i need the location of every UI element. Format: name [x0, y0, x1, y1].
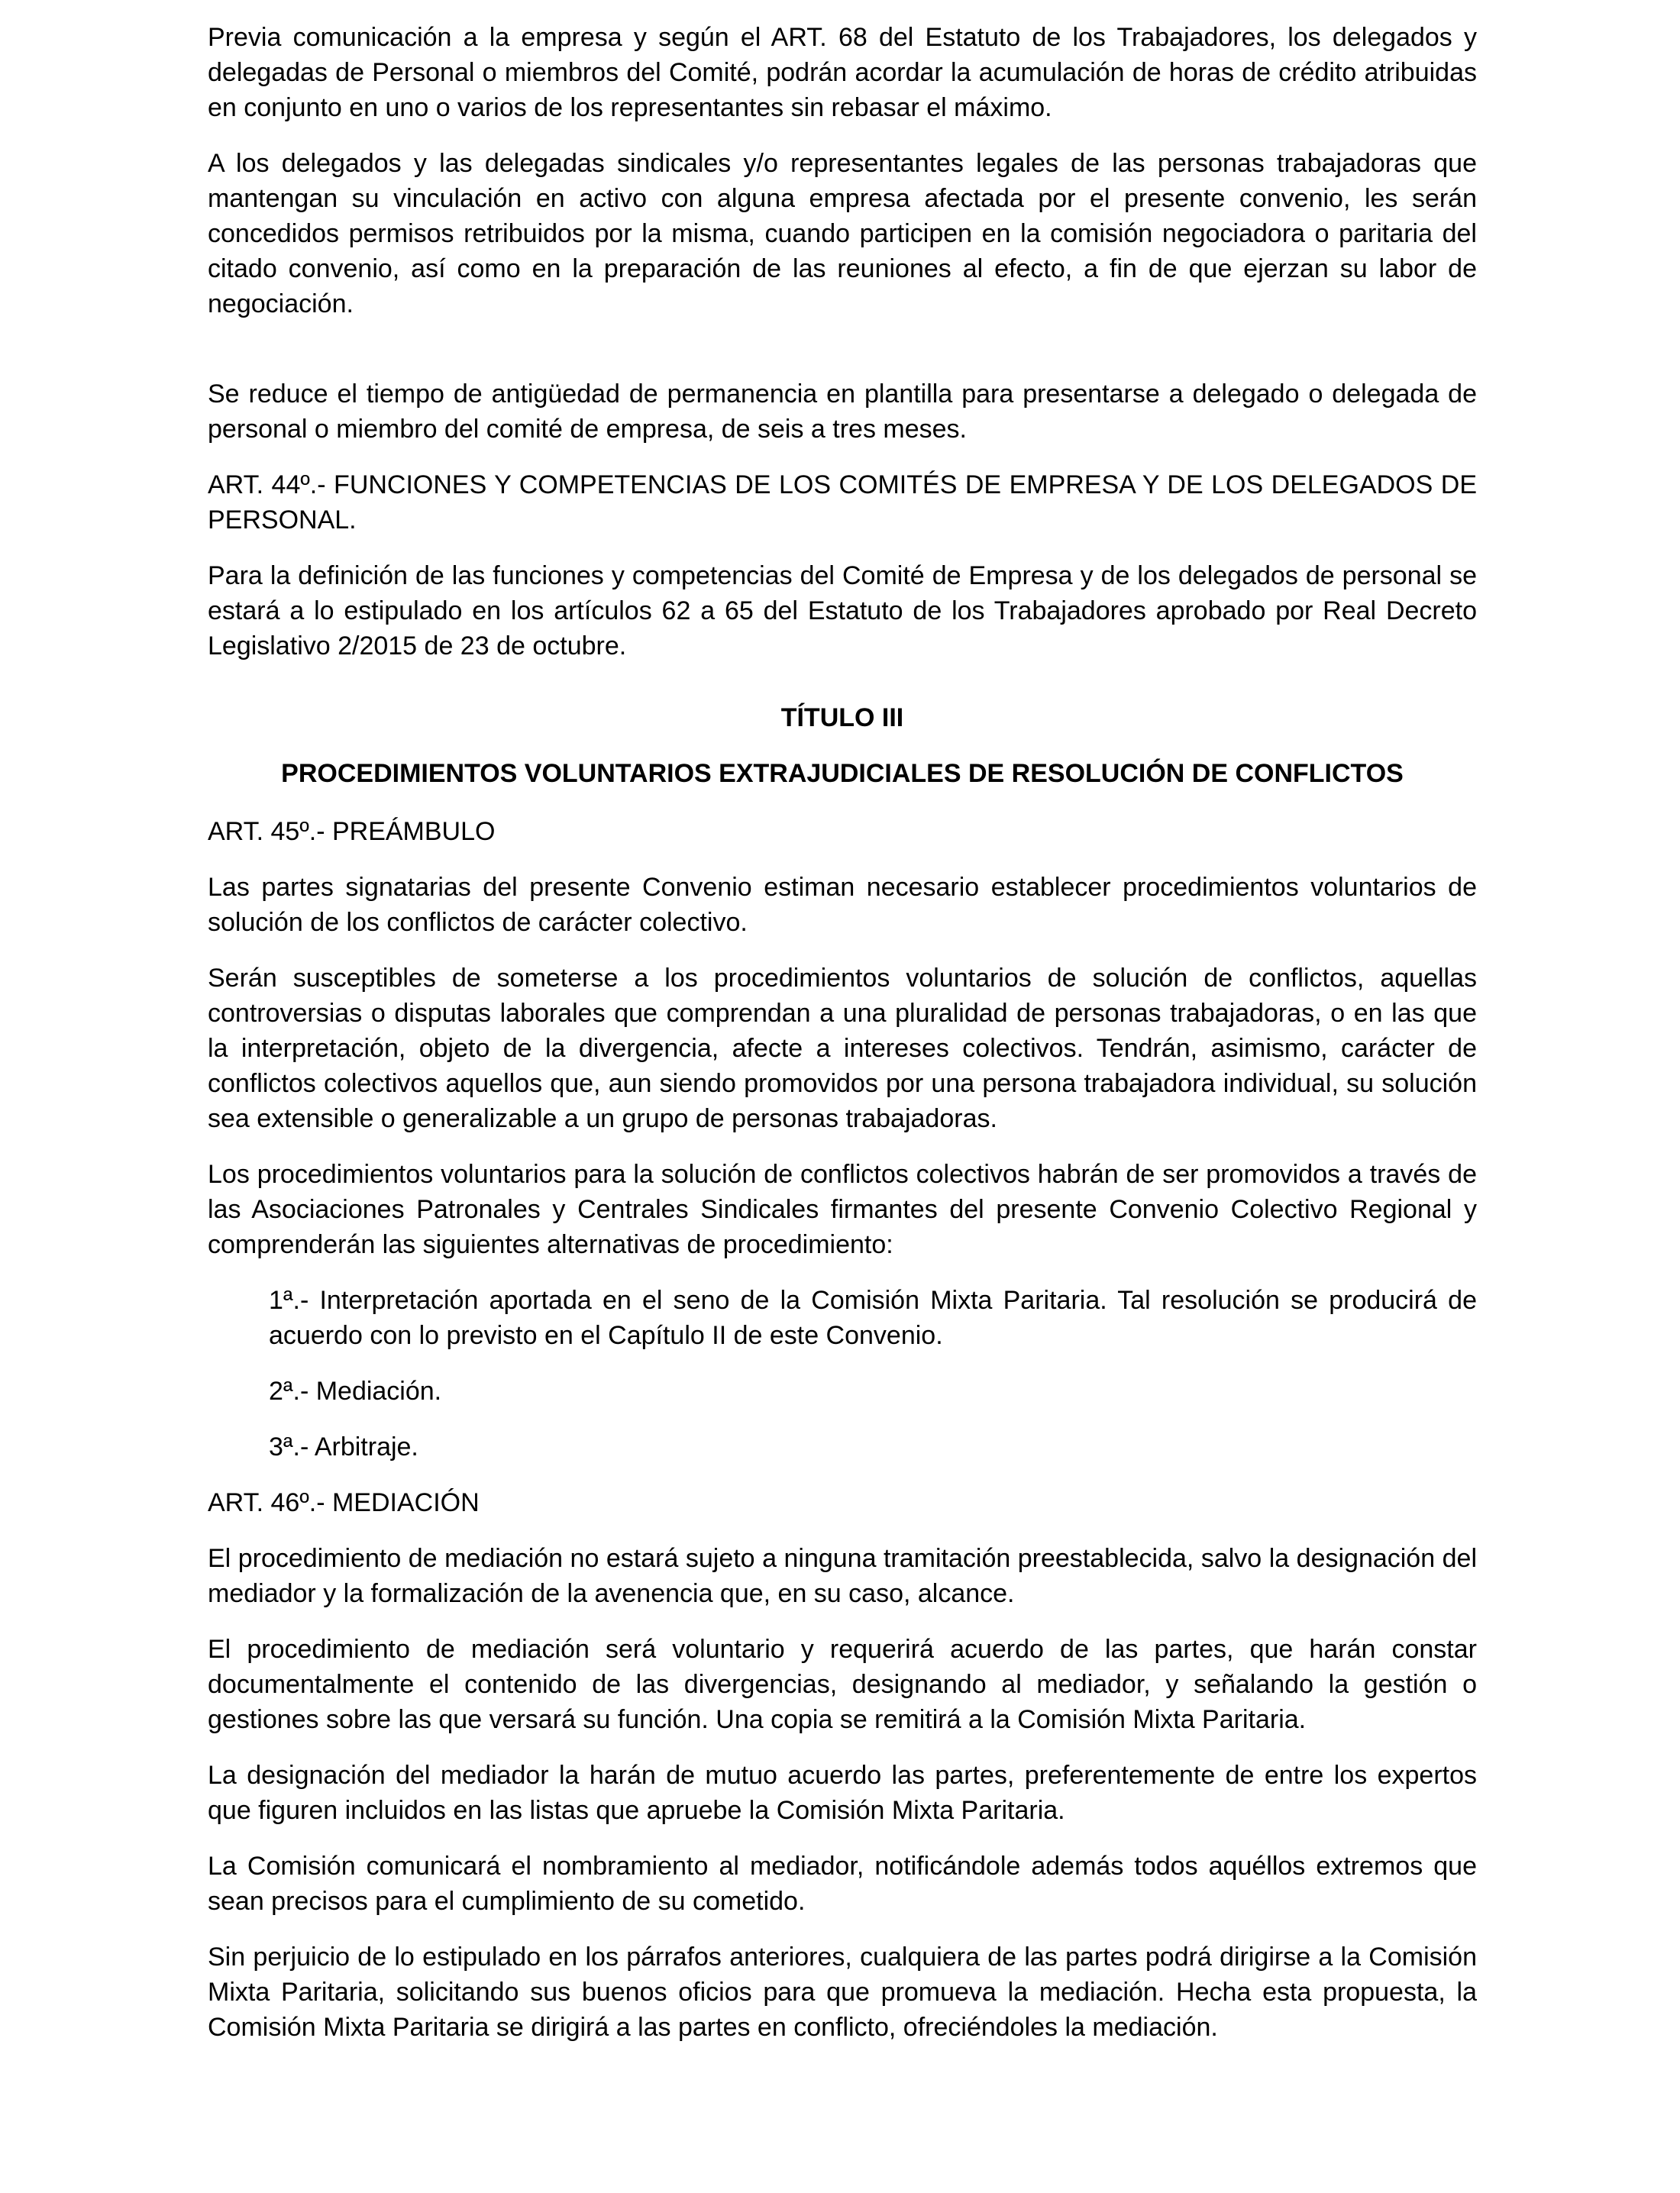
paragraph-mediacion-tramitacion: El procedimiento de mediación no estará sujeto a ninguna tramitación preestablecida, salvo la designación del mediador y la formalización de la avenencia que, en su caso, alcance. — [208, 1544, 1477, 1608]
paragraph-procedimientos-promovidos: Los procedimientos voluntarios para la solución de conflictos colectivos habrán de ser promovidos a través de las Asociaciones Patronales y Centrales Sindicales firmantes del presente Convenio Colectivo Regional y comprenderán las siguientes alternativas de procedimiento: — [208, 1160, 1477, 1259]
article-heading-45: ART. 45º.- PREÁMBULO — [208, 817, 496, 846]
paragraph-antiguedad: Se reduce el tiempo de antigüedad de permanencia en plantilla para presentarse a delegado o delegada de personal o miembro del comité de empresa, de seis a tres meses. — [208, 379, 1477, 444]
article-heading-46: ART. 46º.- MEDIACIÓN — [208, 1488, 480, 1517]
paragraph-sin-perjuicio: Sin perjuicio de lo estipulado en los párrafos anteriores, cualquiera de las partes podrá dirigirse a la Comisión Mixta Paritaria, solicitando sus buenos oficios para que promueva la mediación. Hecha esta propuesta, la Comisión Mixta Paritaria se dirigirá a las partes en conflicto, ofreciéndoles la mediación. — [208, 1943, 1477, 2042]
paragraph-definicion-funciones: Para la definición de las funciones y competencias del Comité de Empresa y de los delegados de personal se estará a lo estipulado en los artículos 62 a 65 del Estatuto de los Trabajadores aprobado por Real Decreto Legislativo 2/2015 de 23 de octubre. — [208, 561, 1477, 660]
paragraph-partes-signatarias: Las partes signatarias del presente Convenio estiman necesario establecer procedimientos voluntarios de solución de los conflictos de carácter colectivo. — [208, 873, 1477, 937]
paragraph-comision-nombramiento: La Comisión comunicará el nombramiento al mediador, notificándole además todos aquéllos extremos que sean precisos para el cumplimiento de su cometido. — [208, 1852, 1477, 1916]
paragraph-susceptibles: Serán susceptibles de someterse a los procedimientos voluntarios de solución de conflictos, aquellas controversias o disputas laborales que comprendan a una pluralidad de personas trabajadoras, o en las que la interpretación, objeto de la divergencia, afecte a intereses colectivos. Tendrán, asimismo, carácter de conflictos colectivos aquellos que, aun siendo promovidos por una persona trabajadora individual, su solución sea extensible o generalizable a un grupo de personas trabajadoras. — [208, 964, 1477, 1133]
list-item-arbitraje: 3ª.- Arbitraje. — [269, 1432, 418, 1461]
paragraph-designacion-mediador: La designación del mediador la harán de mutuo acuerdo las partes, preferentemente de entre los expertos que figuren incluidos en las listas que apruebe la Comisión Mixta Paritaria. — [208, 1761, 1477, 1825]
paragraph-previa-comunicacion: Previa comunicación a la empresa y según el ART. 68 del Estatuto de los Trabajadores, los delegados y delegadas de Personal o miembros del Comité, podrán acordar la acumulación de horas de crédito atribuidas en conjunto en uno o varios de los representantes sin rebasar el máximo. — [208, 23, 1477, 122]
paragraph-mediacion-voluntario: El procedimiento de mediación será voluntario y requerirá acuerdo de las partes, que harán constar documentalmente el contenido de las divergencias, designando al mediador, y señalando la gestión o gestiones sobre las que versará su función. Una copia se remitirá a la Comisión Mixta Paritaria. — [208, 1635, 1477, 1734]
article-heading-44: ART. 44º.- FUNCIONES Y COMPETENCIAS DE LOS COMITÉS DE EMPRESA Y DE LOS DELEGADOS DE PERSONAL. — [208, 470, 1477, 535]
title-titulo-iii: TÍTULO III — [780, 703, 904, 732]
list-item-interpretacion: 1ª.- Interpretación aportada en el seno de la Comisión Mixta Paritaria. Tal resolución se producirá de acuerdo con lo previsto en el Capítulo II de este Convenio. — [269, 1286, 1477, 1350]
paragraph-delegados-sindicales: A los delegados y las delegadas sindicales y/o representantes legales de las personas trabajadoras que mantengan su vinculación en activo con alguna empresa afectada por el presente convenio, les serán concedidos permisos retribuidos por la misma, cuando participen en la comisión negociadora o paritaria del citado convenio, así como en la preparación de las reuniones al efecto, a fin de que ejerzan su labor de negociación. — [208, 149, 1477, 318]
title-procedimientos-voluntarios: PROCEDIMIENTOS VOLUNTARIOS EXTRAJUDICIALES DE RESOLUCIÓN DE CONFLICTOS — [281, 759, 1404, 788]
list-item-mediacion: 2ª.- Mediación. — [269, 1377, 442, 1406]
